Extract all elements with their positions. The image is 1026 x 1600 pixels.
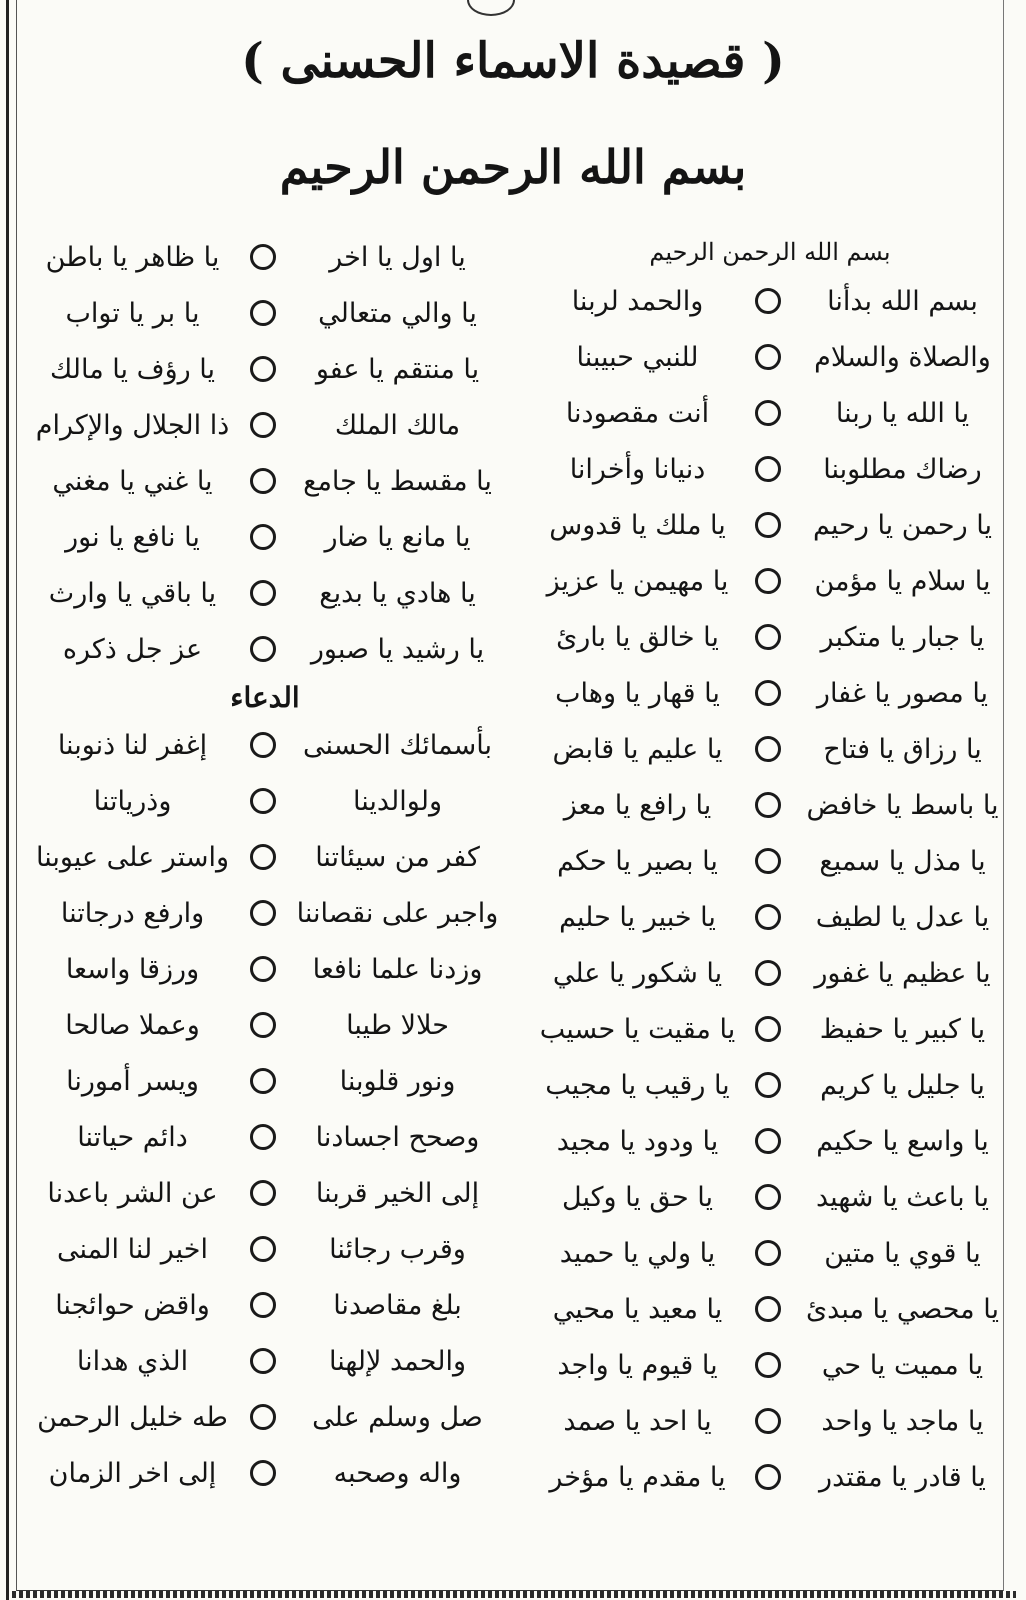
verse-second-hemistich: يا نافع يا نور <box>65 522 200 553</box>
verse-second-hemistich: عن الشر باعدنا <box>47 1178 218 1209</box>
verse-first-hemistich: ولوالدينا <box>352 786 442 817</box>
verse-second-hemistich: يا مقيت يا حسيب <box>539 1014 736 1045</box>
verse-line <box>535 274 1005 330</box>
verse-second-hemistich: يا ظاهر يا باطن <box>45 242 220 273</box>
circle-separator-icon <box>755 400 781 426</box>
verse-line <box>535 778 1005 834</box>
circle-separator-icon <box>755 1072 781 1098</box>
verse-line <box>30 1110 500 1166</box>
verse-line <box>30 774 500 830</box>
verse-second-hemistich: يا احد يا صمد <box>563 1406 712 1437</box>
right-column-heading: بسم الله الرحمن الرحيم <box>649 238 891 266</box>
verse-line <box>535 1058 1005 1114</box>
verse-second-hemistich: يا ودود يا مجيد <box>556 1126 719 1157</box>
verse-first-hemistich: ونور قلوبنا <box>339 1066 456 1097</box>
verse-line <box>30 622 500 678</box>
circle-separator-icon <box>755 792 781 818</box>
verse-second-hemistich: للنبي حبيبنا <box>576 342 699 373</box>
verse-second-hemistich: يا رقيب يا مجيب <box>545 1070 730 1101</box>
verse-second-hemistich: يا قيوم يا واجد <box>557 1350 718 1381</box>
circle-separator-icon <box>755 1352 781 1378</box>
verse-first-hemistich: يا عظيم يا غفور <box>814 958 991 989</box>
verse-second-hemistich: ذا الجلال والإكرام <box>35 410 230 441</box>
verse-line <box>535 1282 1005 1338</box>
verse-second-hemistich: دائم حياتنا <box>77 1122 188 1153</box>
verse-second-hemistich: والحمد لربنا <box>571 286 704 317</box>
verse-second-hemistich: يا عليم يا قابض <box>552 734 723 765</box>
verse-line <box>30 1054 500 1110</box>
verse-line <box>535 1226 1005 1282</box>
verse-first-hemistich: يا سلام يا مؤمن <box>814 566 991 597</box>
verse-first-hemistich: يا كبير يا حفيظ <box>819 1014 986 1045</box>
verse-first-hemistich: والحمد لإلهنا <box>328 1346 466 1377</box>
circle-separator-icon <box>755 1408 781 1434</box>
verse-first-hemistich: يا قوي يا متين <box>824 1238 981 1269</box>
verse-line <box>535 890 1005 946</box>
verse-line <box>535 1450 1005 1506</box>
verse-line <box>535 1114 1005 1170</box>
verse-line <box>30 1222 500 1278</box>
circle-separator-icon <box>755 456 781 482</box>
verse-line <box>30 942 500 998</box>
verse-line <box>535 946 1005 1002</box>
verse-first-hemistich: يا قادر يا مقتدر <box>819 1462 986 1493</box>
verse-line <box>30 398 500 454</box>
circle-separator-icon <box>755 960 781 986</box>
verse-second-hemistich: إلى اخر الزمان <box>48 1458 217 1489</box>
circle-separator-icon <box>250 1068 276 1094</box>
circle-separator-icon <box>755 680 781 706</box>
circle-separator-icon <box>755 624 781 650</box>
circle-separator-icon <box>250 788 276 814</box>
verse-line <box>30 1446 500 1502</box>
verse-first-hemistich: وصحح اجسادنا <box>315 1122 480 1153</box>
verse-second-hemistich: يا باقي يا وارث <box>48 578 217 609</box>
verse-first-hemistich: يا منتقم يا عفو <box>315 354 480 385</box>
circle-separator-icon <box>250 900 276 926</box>
verse-line <box>535 666 1005 722</box>
verse-line <box>535 610 1005 666</box>
bismillah-heading: بسم الله الرحمن الرحيم <box>279 140 747 194</box>
circle-separator-icon <box>250 1012 276 1038</box>
circle-separator-icon <box>250 1460 276 1486</box>
verse-first-hemistich: يا مانع يا ضار <box>324 522 471 553</box>
circle-separator-icon <box>755 288 781 314</box>
left-column <box>30 230 500 1502</box>
verse-line <box>535 554 1005 610</box>
verse-line <box>30 1166 500 1222</box>
verse-first-hemistich: والصلاة والسلام <box>814 342 991 373</box>
circle-separator-icon <box>755 1464 781 1490</box>
verse-second-hemistich: يا مهيمن يا عزيز <box>546 566 729 597</box>
verse-first-hemistich: يا باسط يا خافض <box>806 790 999 821</box>
verse-second-hemistich: دنيانا وأخرانا <box>569 454 706 485</box>
verse-second-hemistich: واقض حوائجنا <box>55 1290 210 1321</box>
verse-line <box>30 510 500 566</box>
verse-first-hemistich: يا جليل يا كريم <box>820 1070 985 1101</box>
circle-separator-icon <box>250 1348 276 1374</box>
verse-second-hemistich: يا حق يا وكيل <box>562 1182 713 1213</box>
circle-separator-icon <box>250 244 276 270</box>
verse-first-hemistich: يا رزاق يا فتاح <box>823 734 982 765</box>
circle-separator-icon <box>250 412 276 438</box>
verse-second-hemistich: يا معيد يا محيي <box>552 1294 723 1325</box>
verse-line <box>535 442 1005 498</box>
circle-separator-icon <box>755 1296 781 1322</box>
verse-second-hemistich: وذرياتنا <box>93 786 172 817</box>
verse-second-hemistich: اخير لنا المنى <box>57 1234 208 1265</box>
circle-separator-icon <box>755 736 781 762</box>
verse-first-hemistich: يا واسع يا حكيم <box>816 1126 989 1157</box>
verse-line <box>535 330 1005 386</box>
circle-separator-icon <box>250 1292 276 1318</box>
verse-first-hemistich: واله وصحبه <box>333 1458 462 1489</box>
verse-first-hemistich: بلغ مقاصدنا <box>333 1290 462 1321</box>
verse-second-hemistich: الذي هدانا <box>76 1346 189 1377</box>
verse-first-hemistich: حلالا طيبا <box>346 1010 449 1041</box>
verse-line <box>30 1390 500 1446</box>
verse-first-hemistich: يا هادي يا بديع <box>319 578 476 609</box>
verse-second-hemistich: إغفر لنا ذنوبنا <box>57 730 208 761</box>
circle-separator-icon <box>755 848 781 874</box>
verse-line <box>30 342 500 398</box>
circle-separator-icon <box>250 636 276 662</box>
verse-line <box>535 498 1005 554</box>
dua-section-title: الدعاء <box>230 681 300 714</box>
verse-first-hemistich: يا مذل يا سميع <box>819 846 986 877</box>
verse-second-hemistich: يا شكور يا علي <box>552 958 723 989</box>
verse-second-hemistich: يا غني يا مغني <box>52 466 213 497</box>
verse-second-hemistich: طه خليل الرحمن <box>37 1402 228 1433</box>
verse-line <box>535 1394 1005 1450</box>
verse-second-hemistich: يا رافع يا معز <box>563 790 712 821</box>
circle-separator-icon <box>250 580 276 606</box>
verse-second-hemistich: يا قهار يا وهاب <box>555 678 720 709</box>
verse-first-hemistich: بأسمائك الحسنى <box>303 730 492 761</box>
verse-first-hemistich: يا مميت يا حي <box>821 1350 984 1381</box>
verse-line <box>30 998 500 1054</box>
circle-separator-icon <box>755 512 781 538</box>
verse-first-hemistich: يا اول يا اخر <box>329 242 466 273</box>
circle-separator-icon <box>250 468 276 494</box>
verse-first-hemistich: رضاك مطلوبنا <box>823 454 982 485</box>
verse-first-hemistich: يا الله يا ربنا <box>835 398 970 429</box>
verse-second-hemistich: يا بصير يا حكم <box>557 846 718 877</box>
circle-separator-icon <box>250 956 276 982</box>
circle-separator-icon <box>250 844 276 870</box>
verse-first-hemistich: وقرب رجائنا <box>329 1234 466 1265</box>
verse-first-hemistich: بسم الله بدأنا <box>827 286 978 317</box>
right-column <box>535 230 1005 1506</box>
verse-first-hemistich: يا والي متعالي <box>318 298 477 329</box>
circle-separator-icon <box>250 732 276 758</box>
circle-separator-icon <box>755 1240 781 1266</box>
verse-second-hemistich: يا مقدم يا مؤخر <box>549 1462 726 1493</box>
verse-second-hemistich: يا خالق يا بارئ <box>556 622 719 653</box>
verse-line <box>30 718 500 774</box>
verse-second-hemistich: يا بر يا تواب <box>65 298 200 329</box>
verse-first-hemistich: واجبر على نقصاننا <box>296 898 499 929</box>
verse-line <box>535 386 1005 442</box>
verse-first-hemistich: يا رحمن يا رحيم <box>813 510 992 541</box>
verse-first-hemistich: إلى الخير قربنا <box>315 1178 480 1209</box>
verse-second-hemistich: يا رؤف يا مالك <box>50 354 215 385</box>
circle-separator-icon <box>250 300 276 326</box>
circle-separator-icon <box>250 1180 276 1206</box>
bottom-ornament-border <box>12 1591 1016 1598</box>
verse-line <box>535 834 1005 890</box>
verse-first-hemistich: يا مصور يا غفار <box>816 678 989 709</box>
verse-second-hemistich: يا خبير يا حليم <box>559 902 716 933</box>
verse-first-hemistich: يا ماجد يا واحد <box>821 1406 984 1437</box>
verse-line <box>30 286 500 342</box>
verse-first-hemistich: يا باعث يا شهيد <box>816 1182 989 1213</box>
verse-line <box>30 454 500 510</box>
verse-line <box>30 1278 500 1334</box>
verse-second-hemistich: عز جل ذكره <box>62 634 203 665</box>
circle-separator-icon <box>250 1124 276 1150</box>
verse-first-hemistich: مالك الملك <box>334 410 461 441</box>
verse-first-hemistich: كفر من سيئاتنا <box>315 842 480 873</box>
verse-first-hemistich: يا مقسط يا جامع <box>303 466 492 497</box>
circle-separator-icon <box>755 1016 781 1042</box>
circle-separator-icon <box>250 356 276 382</box>
verse-first-hemistich: صل وسلم على <box>312 1402 483 1433</box>
circle-separator-icon <box>755 1184 781 1210</box>
verse-second-hemistich: أنت مقصودنا <box>565 398 710 429</box>
verse-second-hemistich: وعملا صالحا <box>65 1010 200 1041</box>
verse-first-hemistich: يا رشيد يا صبور <box>310 634 485 665</box>
verse-second-hemistich: يا ملك يا قدوس <box>549 510 726 541</box>
verse-line <box>535 1002 1005 1058</box>
circle-separator-icon <box>250 1404 276 1430</box>
circle-separator-icon <box>755 904 781 930</box>
verse-second-hemistich: واستر على عيوبنا <box>35 842 230 873</box>
verse-line <box>30 1334 500 1390</box>
verse-second-hemistich: وارفع درجاتنا <box>60 898 205 929</box>
verse-line <box>30 886 500 942</box>
circle-separator-icon <box>250 524 276 550</box>
verse-first-hemistich: وزدنا علما نافعا <box>312 954 483 985</box>
verse-second-hemistich: ورزقا واسعا <box>65 954 200 985</box>
circle-separator-icon <box>755 1128 781 1154</box>
verse-second-hemistich: ويسر أمورنا <box>66 1066 199 1097</box>
verse-line <box>535 722 1005 778</box>
verse-second-hemistich: يا ولي يا حميد <box>559 1238 716 1269</box>
verse-line <box>30 830 500 886</box>
verse-line <box>535 1338 1005 1394</box>
circle-separator-icon <box>250 1236 276 1262</box>
verse-line <box>535 1170 1005 1226</box>
verse-first-hemistich: يا جبار يا متكبر <box>820 622 985 653</box>
page-title: ( قصيدة الاسماء الحسنى ) <box>241 33 785 89</box>
circle-separator-icon <box>755 568 781 594</box>
verse-line <box>30 230 500 286</box>
circle-separator-icon <box>755 344 781 370</box>
verse-first-hemistich: يا محصي يا مبدئ <box>806 1294 999 1325</box>
verse-first-hemistich: يا عدل يا لطيف <box>815 902 990 933</box>
verse-line <box>30 566 500 622</box>
